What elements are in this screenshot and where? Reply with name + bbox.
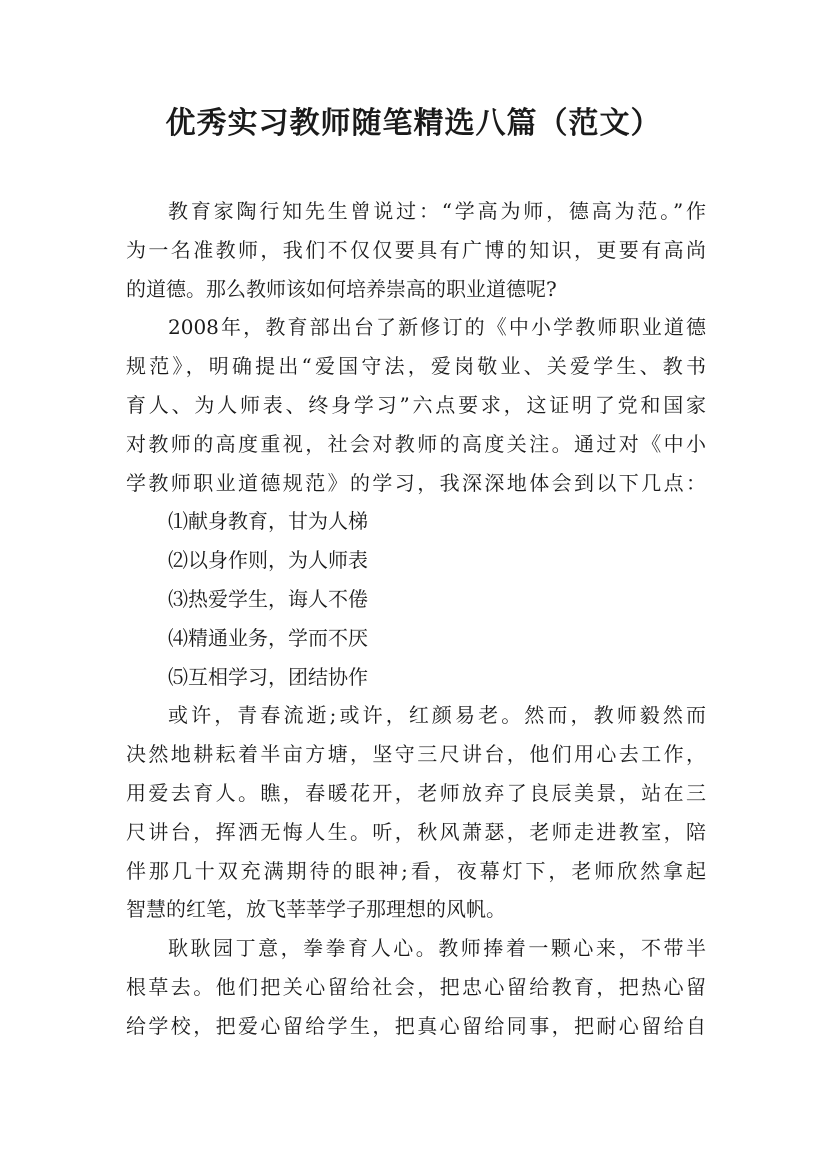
list-item: ⑵以身作则，为人师表 — [168, 548, 368, 573]
document-title: 优秀实习教师随笔精选八篇（范文） — [165, 106, 662, 141]
paragraph-line: 为一名准教师，我们不仅仅要具有广博的知识，更要有高尚 — [126, 237, 706, 262]
document-body — [126, 192, 706, 1046]
paragraph-line: 教育家陶行知先生曾说过：“学高为师，德高为范。”作 — [168, 199, 706, 223]
paragraph-line: 学教师职业道德规范》的学习，我深深地体会到以下几点： — [126, 470, 706, 495]
paragraph-line: 根草去。他们把关心留给社会，把忠心留给教育，把热心留 — [126, 974, 706, 999]
list-item: ⑴献身教育，甘为人梯 — [168, 509, 368, 534]
paragraph-line: 的道德。那么教师该如何培养崇高的职业道德呢? — [126, 276, 557, 301]
paragraph-line: 育人、为人师表、终身学习”六点要求，这证明了党和国家 — [126, 392, 706, 417]
paragraph-line: 耿耿园丁意，拳拳育人心。教师捧着一颗心来，不带半 — [168, 936, 706, 961]
paragraph-line: 对教师的高度重视，社会对教师的高度关注。通过对《中小 — [126, 431, 706, 456]
paragraph-line: 或许，青春流逝;或许，红颜易老。然而，教师毅然而 — [168, 703, 706, 728]
paragraph-line: 伴那几十双充满期待的眼神;看，夜幕灯下，老师欣然拿起 — [126, 858, 706, 883]
list-item: ⑸互相学习，团结协作 — [168, 664, 368, 689]
paragraph-line: 给学校，把爱心留给学生，把真心留给同事，把耐心留给自 — [126, 1013, 706, 1038]
list-item: ⑶热爱学生，诲人不倦 — [168, 586, 368, 611]
paragraph-line: 用爱去育人。瞧，春暖花开，老师放弃了良辰美景，站在三 — [126, 780, 706, 805]
paragraph-line: 决然地耕耘着半亩方塘，坚守三尺讲台，他们用心去工作， — [126, 742, 706, 767]
paragraph-line: 2008年，教育部出台了新修订的《中小学教师职业道德 — [168, 315, 706, 340]
paragraph-line: 智慧的红笔，放飞莘莘学子那理想的风帆。 — [126, 897, 506, 922]
list-item: ⑷精通业务，学而不厌 — [168, 625, 368, 650]
paragraph-line: 尺讲台，挥洒无悔人生。听，秋风萧瑟，老师走进教室，陪 — [126, 819, 706, 844]
paragraph-line: 规范》，明确提出“爱国守法，爱岗敬业、关爱学生、教书 — [126, 354, 706, 379]
